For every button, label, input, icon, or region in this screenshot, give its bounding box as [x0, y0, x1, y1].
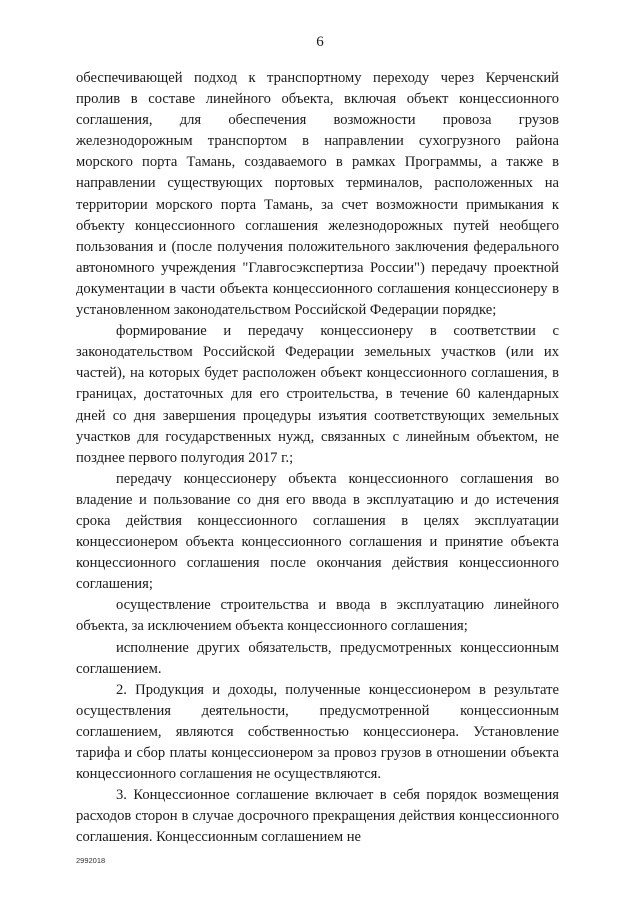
paragraph-land-plots: формирование и передачу концессионеру в соответствии с законодательством Российской Федерации земельных участков (или их частей), на которых будет расположен объект концессионного соглашения, в границах, достаточных для его строительства, в течение 60 календарных дней со дня завершения процедуры изъятия соответствующих земельных участков для государственных нужд, связанных с линейным объектом, не позднее первого полугодия 2017 г.; — [76, 323, 559, 466]
document-body — [76, 68, 559, 848]
paragraph-transfer-object: передачу концессионеру объекта концессионного соглашения во владение и пользование со дня его ввода в эксплуатацию и до истечения срока действия концессионного соглашения в целях эксплуатации концессионером объекта концессионного соглашения и принятие объекта концессионного соглашения после окончания действия концессионного соглашения; — [76, 470, 559, 593]
paragraph-item-2: 2. Продукция и доходы, полученные концессионером в результате осуществления деятельности, предусмотренной концессионным соглашением, являются собственностью концессионера. Установление тарифа и сбор платы концессионером за провоз грузов в отношении объекта концессионного соглашения не осуществляются. — [76, 681, 559, 783]
page-number: 6 — [316, 34, 324, 50]
paragraph-item-3: 3. Концессионное соглашение включает в себя порядок возмещения расходов сторон в случае досрочного прекращения действия концессионного соглашения. Концессионным соглашением не — [76, 787, 559, 846]
paragraph-other-obligations: исполнение других обязательств, предусмотренных концессионным соглашением. — [76, 639, 559, 677]
paragraph-construction: осуществление строительства и ввода в эксплуатацию линейного объекта, за исключением объекта концессионного соглашения; — [76, 597, 559, 635]
document-code: 2992018 — [76, 856, 106, 865]
paragraph-continuation: обеспечивающей подход к транспортному переходу через Керченский пролив в составе линейного объекта, включая объект концессионного соглашения, для обеспечения возможности провоза грузов железнодорожным транспортом в направлении сухогрузного района морского порта Тамань, создаваемого в рамках Программы, а также в направлении существующих портовых терминалов, расположенных на территории морского порта Тамань, за счет возможности примыкания к объекту концессионного соглашения железнодорожных путей необщего пользования и (после получения положительного заключения федерального автономного учреждения "Главгосэкспертиза России") передачу проектной документации в части объекта концессионного соглашения концессионеру в установленном законодательством Российской Федерации порядке; — [76, 70, 559, 319]
